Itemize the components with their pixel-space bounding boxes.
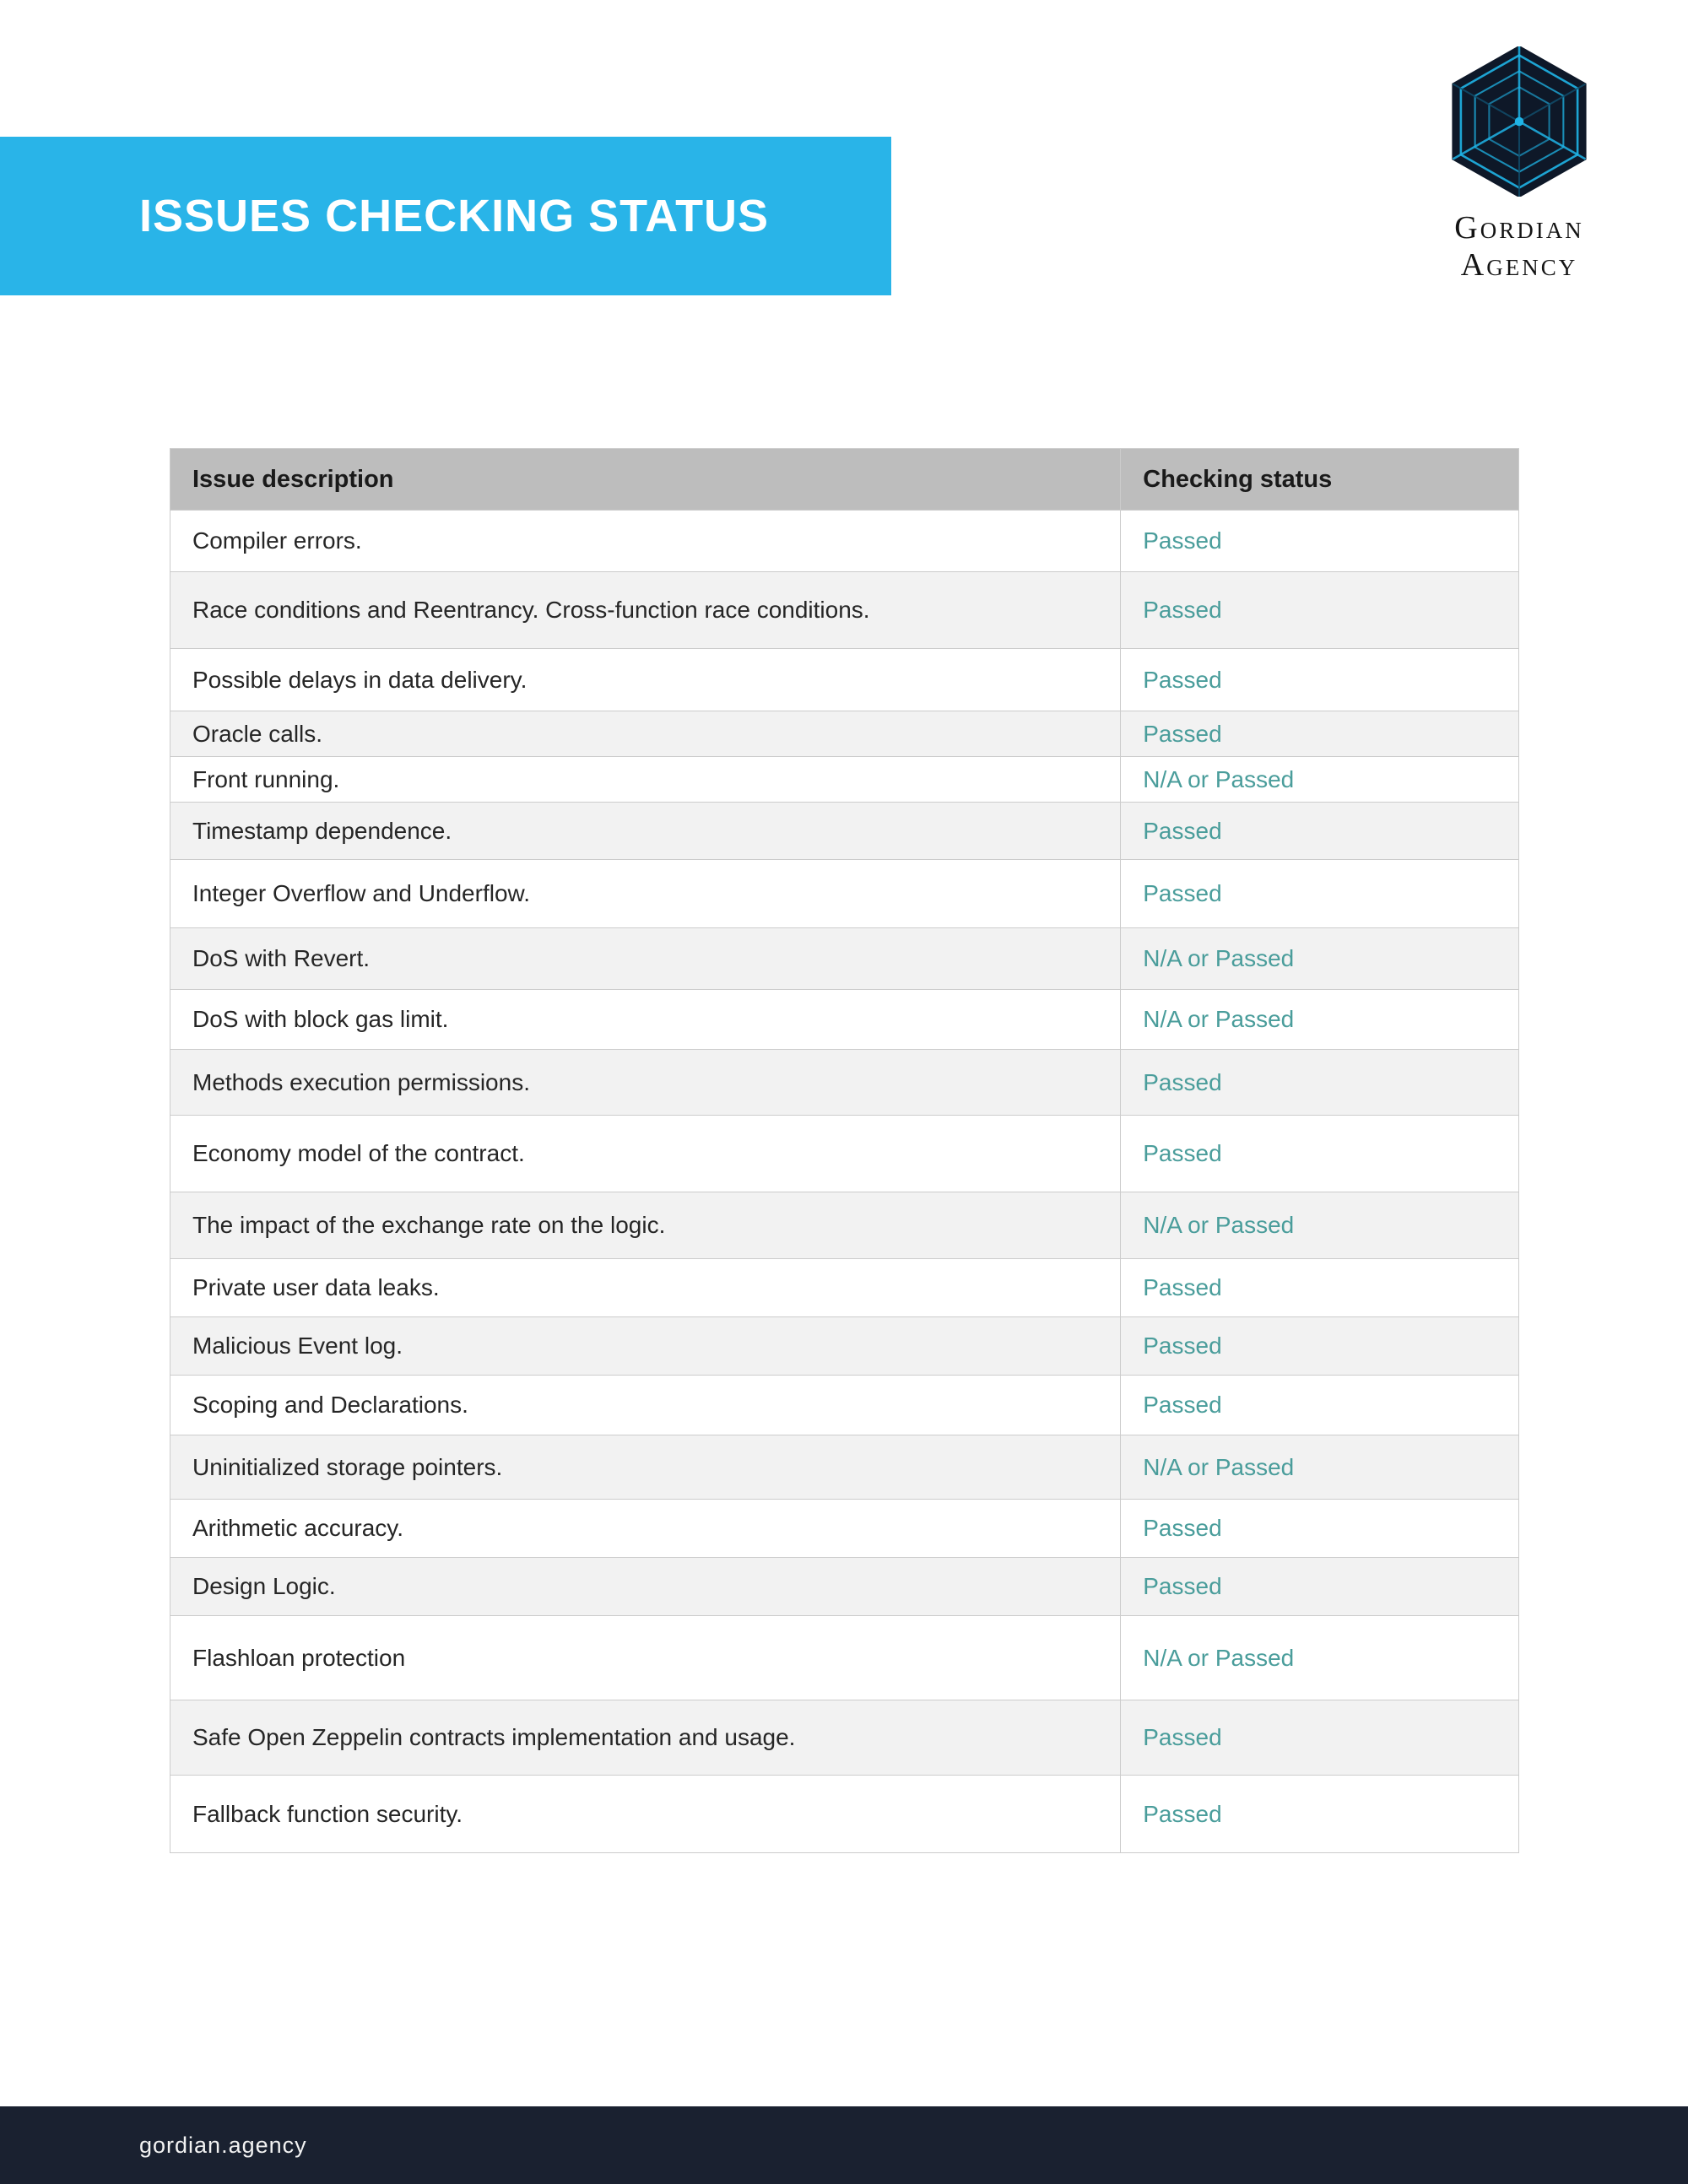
issue-cell: Safe Open Zeppelin contracts implementation and usage. (170, 1700, 1121, 1776)
status-cell: Passed (1121, 1776, 1519, 1853)
brand-block (1393, 46, 1646, 284)
footer-site-link[interactable]: gordian.agency (139, 2132, 307, 2158)
table-row (170, 803, 1519, 860)
status-cell: Passed (1121, 1259, 1519, 1317)
status-cell: N/A or Passed (1121, 1192, 1519, 1259)
issue-cell: Race conditions and Reentrancy. Cross-function race conditions. (170, 572, 1121, 649)
table-header-row (170, 449, 1519, 511)
issue-cell: The impact of the exchange rate on the logic. (170, 1192, 1121, 1259)
status-cell: Passed (1121, 1700, 1519, 1776)
table-row (170, 511, 1519, 572)
table-row (170, 1317, 1519, 1376)
issue-cell: Flashloan protection (170, 1616, 1121, 1700)
table-row (170, 860, 1519, 928)
issue-cell: Design Logic. (170, 1558, 1121, 1616)
issue-cell: Scoping and Declarations. (170, 1376, 1121, 1435)
status-cell: Passed (1121, 1116, 1519, 1192)
column-header-status: Checking status (1121, 449, 1519, 511)
status-cell: Passed (1121, 649, 1519, 711)
status-cell: Passed (1121, 711, 1519, 757)
table-row (170, 1192, 1519, 1259)
issue-cell: DoS with block gas limit. (170, 990, 1121, 1050)
status-cell: N/A or Passed (1121, 928, 1519, 990)
table-row (170, 1500, 1519, 1558)
status-cell: Passed (1121, 1500, 1519, 1558)
column-header-issue: Issue description (170, 449, 1121, 511)
status-cell: Passed (1121, 1317, 1519, 1376)
gordian-knot-logo-icon (1452, 46, 1587, 201)
issue-cell: Possible delays in data delivery. (170, 649, 1121, 711)
status-cell: Passed (1121, 1376, 1519, 1435)
table-row (170, 1050, 1519, 1116)
table-row (170, 1776, 1519, 1853)
issue-cell: Fallback function security. (170, 1776, 1121, 1853)
table-row (170, 990, 1519, 1050)
status-cell: Passed (1121, 572, 1519, 649)
page-title: ISSUES CHECKING STATUS (139, 191, 770, 241)
table-row (170, 1116, 1519, 1192)
title-banner (0, 137, 891, 295)
issue-cell: Malicious Event log. (170, 1317, 1121, 1376)
issue-cell: Compiler errors. (170, 511, 1121, 572)
status-cell: Passed (1121, 803, 1519, 860)
status-cell: N/A or Passed (1121, 990, 1519, 1050)
table-row (170, 711, 1519, 757)
status-cell: Passed (1121, 1050, 1519, 1116)
status-cell: Passed (1121, 860, 1519, 928)
status-cell: N/A or Passed (1121, 1435, 1519, 1500)
footer-bar (0, 2106, 1688, 2184)
brand-name: Gordian Agency (1454, 210, 1584, 283)
issue-cell: Economy model of the contract. (170, 1116, 1121, 1192)
issue-cell: Timestamp dependence. (170, 803, 1121, 860)
status-cell: Passed (1121, 1558, 1519, 1616)
issue-cell: Oracle calls. (170, 711, 1121, 757)
issue-cell: Private user data leaks. (170, 1259, 1121, 1317)
table-row (170, 1259, 1519, 1317)
issue-cell: Front running. (170, 757, 1121, 803)
table-row (170, 1700, 1519, 1776)
issue-cell: Arithmetic accuracy. (170, 1500, 1121, 1558)
table-row (170, 757, 1519, 803)
issue-cell: Methods execution permissions. (170, 1050, 1121, 1116)
status-cell: N/A or Passed (1121, 1616, 1519, 1700)
issue-cell: Uninitialized storage pointers. (170, 1435, 1121, 1500)
status-cell: Passed (1121, 511, 1519, 572)
table-row (170, 1376, 1519, 1435)
table-row (170, 1558, 1519, 1616)
issues-table (170, 448, 1519, 1853)
issue-cell: DoS with Revert. (170, 928, 1121, 990)
table-row (170, 572, 1519, 649)
table-row (170, 928, 1519, 990)
table-row (170, 649, 1519, 711)
issue-cell: Integer Overflow and Underflow. (170, 860, 1121, 928)
table-row (170, 1435, 1519, 1500)
table-row (170, 1616, 1519, 1700)
status-cell: N/A or Passed (1121, 757, 1519, 803)
